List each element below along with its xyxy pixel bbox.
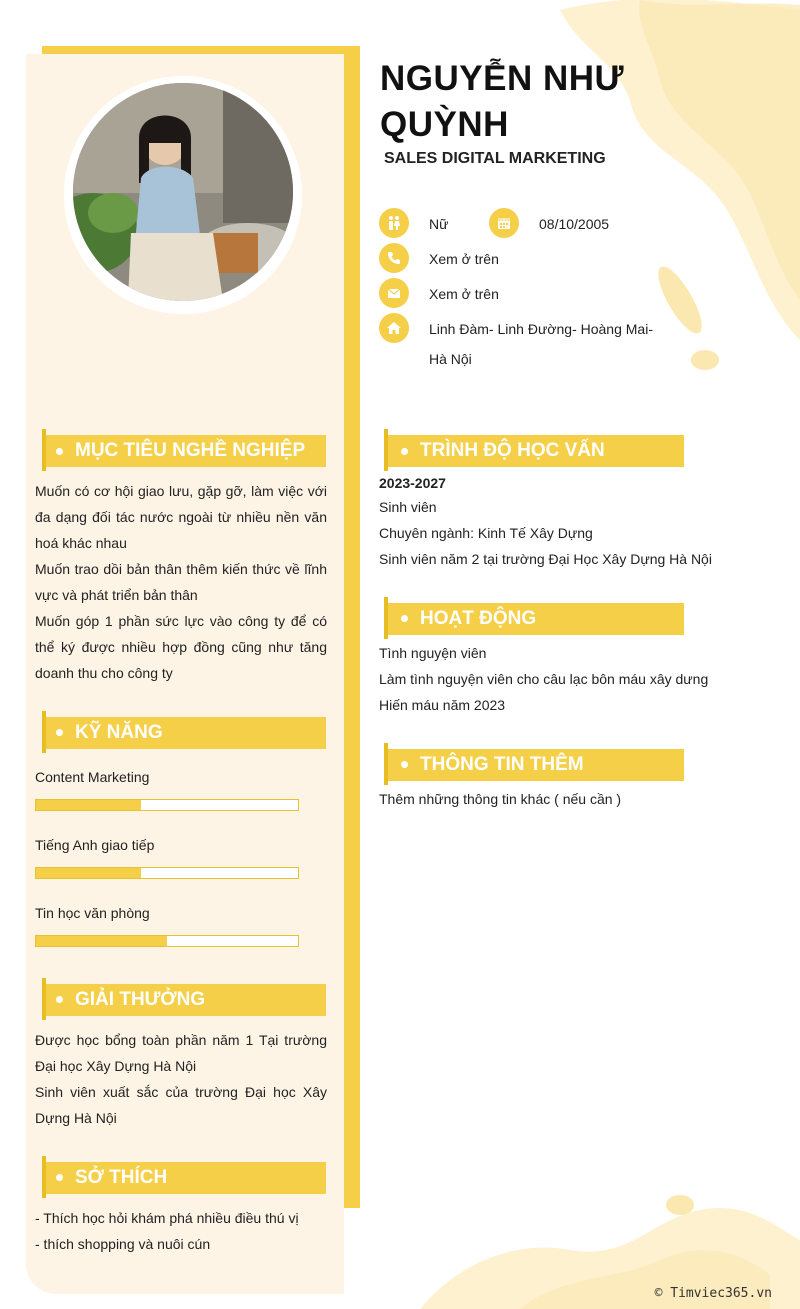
skill-label: Tin học văn phòng [35, 905, 150, 921]
skill-level-fill [36, 936, 167, 946]
education-years: 2023-2027 [379, 475, 446, 491]
education-status: Sinh viên [379, 499, 437, 515]
calendar-icon [489, 208, 519, 238]
address-line-1: Linh Đàm- Linh Đường- Hoàng Mai- [429, 321, 653, 337]
extra-info-item: Thêm những thông tin khác ( nếu cần ) [379, 791, 622, 807]
award-item: Sinh viên xuất sắc của trường Đại học Xây Dựng Hà Nội [35, 1084, 327, 1126]
activity-item: Tình nguyện viên [379, 645, 487, 661]
objective-paragraph: Muốn trao dồi bản thân thêm kiến thức về lĩnh vực và phát triển bản thân [35, 561, 327, 603]
activity-item: Làm tình nguyện viên cho câu lạc bôn máu xây dưng [379, 671, 709, 687]
award-item: Được học bổng toàn phần năm 1 Tại trường Đại học Xây Dựng Hà Nội [35, 1032, 327, 1074]
skill-label: Tiếng Anh giao tiếp [35, 837, 155, 853]
footer-credit: © Timviec365.vn [654, 1286, 772, 1301]
bullet-dot [401, 615, 408, 622]
bullet-dot [56, 448, 63, 455]
section-header-tick [384, 743, 388, 785]
home-icon [379, 313, 409, 343]
skill-level-fill [36, 868, 141, 878]
avatar [73, 83, 293, 301]
section-title: HOẠT ĐỘNG [420, 608, 537, 629]
gender-icon [379, 208, 409, 238]
education-detail: Sinh viên năm 2 tại trường Đại Học Xây Dựng Hà Nội [379, 551, 712, 567]
section-title: THÔNG TIN THÊM [420, 754, 584, 775]
section-title: SỞ THÍCH [75, 1167, 168, 1188]
section-title: GIẢI THƯỞNG [75, 989, 206, 1010]
skill-label: Content Marketing [35, 769, 150, 785]
skill-level-bar [35, 935, 299, 947]
objective-paragraph: Muốn có cơ hội giao lưu, gặp gỡ, làm việc với đa dạng đối tác nước ngoài từ nhiều nền văn hoá khác nhau [35, 483, 327, 551]
section-header-tick [42, 1156, 46, 1198]
section-header-tick [384, 597, 388, 639]
section-header-tick [384, 429, 388, 471]
skill-level-fill [36, 800, 141, 810]
email-value: Xem ở trên [429, 286, 499, 302]
bullet-dot [56, 996, 63, 1003]
bullet-dot [401, 448, 408, 455]
phone-icon [379, 243, 409, 273]
section-header-tick [42, 429, 46, 471]
hobby-item: - thích shopping và nuôi cún [35, 1236, 211, 1252]
objective-paragraph: Muốn góp 1 phần sức lực vào công ty để có thể ký được nhiều hợp đồng cũng như tăng doanh thu cho công ty [35, 613, 327, 681]
birthday-value: 08/10/2005 [539, 216, 610, 232]
section-title: TRÌNH ĐỘ HỌC VẤN [420, 440, 605, 461]
section-header-tick [42, 978, 46, 1020]
skill-level-bar [35, 799, 299, 811]
bullet-dot [401, 761, 408, 768]
section-title: MỤC TIÊU NGHỀ NGHIỆP [75, 440, 306, 461]
phone-value: Xem ở trên [429, 251, 499, 267]
candidate-name: NGUYỄN NHƯ QUỲNH [380, 59, 625, 144]
section-title: KỸ NĂNG [75, 722, 163, 743]
activity-item: Hiến máu năm 2023 [379, 697, 506, 713]
hobby-item: - Thích học hỏi khám phá nhiều điều thú vị [35, 1210, 299, 1226]
mail-icon [379, 278, 409, 308]
bullet-dot [56, 729, 63, 736]
section-header-tick [42, 711, 46, 753]
bullet-dot [56, 1174, 63, 1181]
candidate-role: SALES DIGITAL MARKETING [384, 150, 606, 167]
gender-value: Nữ [429, 216, 449, 232]
address-line-2: Hà Nội [429, 351, 472, 367]
education-major: Chuyên ngành: Kinh Tế Xây Dựng [379, 525, 593, 541]
skill-level-bar [35, 867, 299, 879]
